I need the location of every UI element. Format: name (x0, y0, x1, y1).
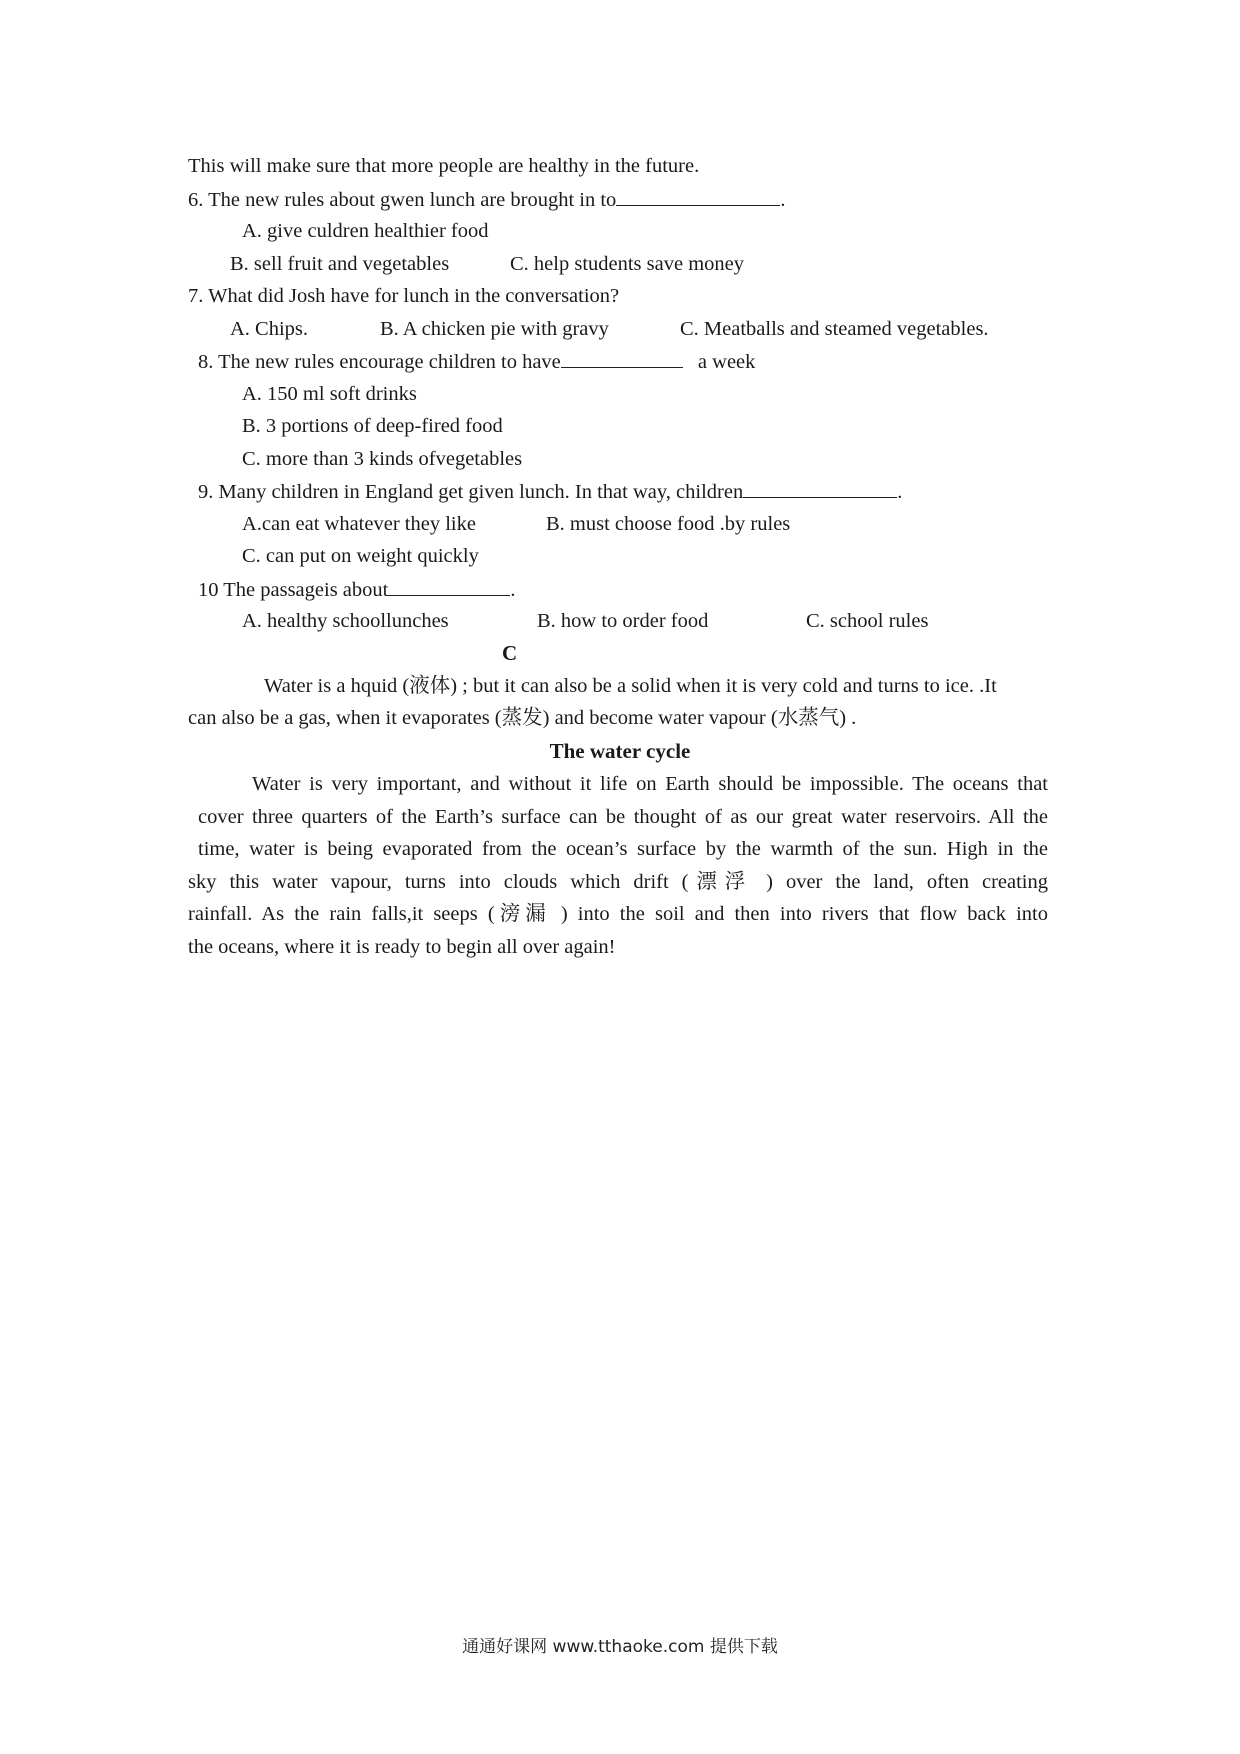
passage-line: the oceans, where it is ready to begin all over again! (188, 935, 616, 958)
passage-body (188, 768, 1048, 964)
passage-line: sky this water vapour, turns into clouds which drift (漂浮 ) over the land, often creating (188, 870, 1048, 893)
question-6-option-b: B. sell fruit and vegetables (230, 253, 450, 275)
answer-blank (561, 347, 683, 368)
question-6-stem: 6. The new rules about gwen lunch are brought in to (188, 189, 617, 211)
question-6-end: . (780, 189, 786, 211)
question-10-option-b: B. how to order food (537, 610, 709, 632)
question-8 (198, 347, 755, 376)
question-9-option-c: C. can put on weight quickly (242, 545, 479, 567)
question-10-option-c: C. school rules (806, 610, 929, 632)
passage-line: time, water is being evaporated from the ocean’s surface by the warmth of the sun. High in the (198, 838, 1048, 861)
page-footer: 通通好课网 www.tthaoke.com 提供下载 (462, 1637, 778, 1657)
passage-line: Water is very important, and without it life on Earth should be impossible. The oceans that (252, 773, 1048, 795)
question-10-stem: 10 The passageis about (198, 579, 389, 601)
question-6-option-a: A. give culdren healthier food (242, 220, 489, 242)
answer-blank (743, 477, 897, 498)
question-9-option-a: A.can eat whatever they like (242, 513, 476, 535)
question-9-end: . (897, 481, 903, 503)
question-7-stem: 7. What did Josh have for lunch in the conversation? (188, 285, 620, 307)
section-c-intro-line-1: Water is a hquid (液体) ; but it can also be a solid when it is very cold and turns to ice. .It (264, 675, 997, 697)
section-c-intro-line-2: can also be a gas, when it evaporates (蒸发) and become water vapour (水蒸气) . (188, 707, 857, 729)
question-8-stem: 8. The new rules encourage children to have (198, 351, 561, 373)
question-10-end: . (510, 579, 516, 601)
intro-line: This will make sure that more people are healthy in the future. (188, 155, 700, 177)
question-10-option-a: A. healthy schoollunches (242, 610, 449, 632)
question-9-option-b: B. must choose food .by rules (546, 513, 791, 535)
answer-blank (616, 185, 780, 206)
answer-blank (388, 575, 510, 596)
question-7-option-a: A. Chips. (230, 318, 309, 340)
section-heading: C (502, 641, 518, 665)
question-8-option-a: A. 150 ml soft drinks (242, 383, 417, 405)
question-7-option-c: C. Meatballs and steamed vegetables. (680, 318, 989, 340)
question-9 (198, 477, 902, 506)
question-8-option-b: B. 3 portions of deep-fired food (242, 415, 503, 437)
question-6-option-c: C. help students save money (510, 253, 745, 275)
question-8-option-c: C. more than 3 kinds ofvegetables (242, 448, 523, 470)
question-10 (198, 575, 515, 604)
passage-line: rainfall. As the rain falls,it seeps (滂漏 ) into the soil and then into rivers that flow back into (188, 903, 1048, 926)
question-7-option-b: B. A chicken pie with gravy (380, 318, 609, 340)
question-8-end: a week (692, 351, 756, 373)
passage-title: The water cycle (549, 739, 691, 763)
question-9-stem: 9. Many children in England get given lunch. In that way, children (198, 481, 744, 503)
passage-line: cover three quarters of the Earth’s surface can be thought of as our great water reservoirs. All the (198, 805, 1048, 828)
question-6 (188, 185, 785, 214)
